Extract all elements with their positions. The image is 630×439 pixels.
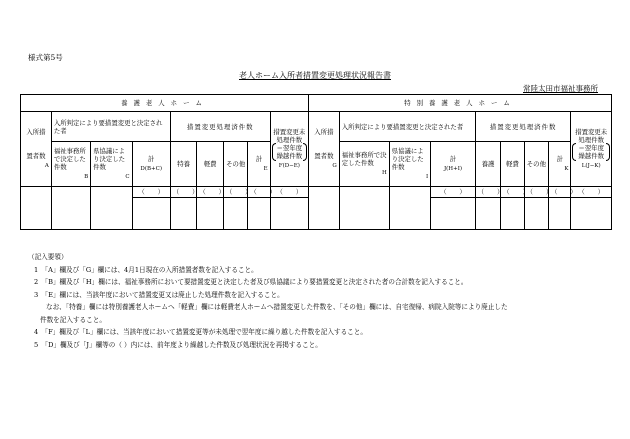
h-header: 福祉事務所で決定した件数 H <box>339 142 389 187</box>
g-header: 入所措 置者数 G <box>308 112 339 187</box>
cell-f-bracket[interactable]: （ ） <box>270 187 308 198</box>
cell-j-bracket[interactable]: （ ） <box>431 187 476 198</box>
cell-d[interactable] <box>132 198 170 230</box>
cell-b[interactable] <box>51 187 90 230</box>
cell-keihi-bracket-right[interactable]: （ ） <box>501 187 524 198</box>
cell-sonota-bracket-left[interactable]: （ ） <box>223 187 247 198</box>
cell-k[interactable] <box>549 198 571 230</box>
instruction-3-note-cont: 件数を記入すること。 <box>40 315 106 324</box>
cell-k-bracket[interactable]: （ ） <box>549 187 571 198</box>
report-table <box>20 94 612 230</box>
d-header: 計 D(B+C) <box>132 142 170 187</box>
cell-a[interactable] <box>21 187 52 230</box>
left-section-header: 養護老人ホーム <box>21 95 309 112</box>
tokuyo-header: 特養 <box>170 142 197 187</box>
yogo-header: 養護 <box>475 142 501 187</box>
c-header: 県協議により決定した件数 C <box>91 142 132 187</box>
f-header: 措置変更未処理件数 ＝翌年度繰越件数 F(D−E) <box>270 112 308 187</box>
form-number: 様式第5号 <box>28 53 63 62</box>
l-header: 措置変更未処理件数 ＝翌年度繰越件数 L(J−K) <box>571 112 612 187</box>
i-header: 県協議により決定した件数 I <box>389 142 430 187</box>
cell-j[interactable] <box>431 198 476 230</box>
instruction-4: 4 「F」欄及び「L」欄には、当該年度において措置変更等が未処理で翌年度に繰り越した件数を記入すること。 <box>34 328 367 336</box>
page-title: 老人ホーム入所者措置変更処理状況報告書 <box>239 71 391 80</box>
cell-keihi-right[interactable] <box>501 198 524 230</box>
instruction-3-note: なお、「特養」欄には特別養護老人ホームへ「軽費」欄には軽費老人ホームへ措置変更した件数を、「その他」欄には、自宅復帰、病院入院等により廃止した <box>46 303 508 311</box>
b-header: 福祉事務所で決定した件数 B <box>51 142 90 187</box>
sonota-header-left: その他 <box>223 142 247 187</box>
office-name: 常陸太田市福祉事務所 <box>523 84 598 93</box>
keihi-header-left: 軽費 <box>197 142 224 187</box>
hantei-header-left: 入所判定により要措置変更と決定された者 <box>51 112 170 142</box>
cell-h[interactable] <box>339 187 389 230</box>
k-header: 計 K <box>549 142 571 187</box>
cell-yogo-bracket[interactable]: （ ） <box>475 187 501 198</box>
cell-keihi-left[interactable] <box>197 198 224 230</box>
cell-e-bracket[interactable]: （ ） <box>248 187 270 198</box>
instruction-1: 1 「A」欄及び「G」欄には、4月1日現在の入所措置者数を記入すること。 <box>34 265 258 274</box>
instruction-2: 2 「B」欄及び「H」欄には、福祉事務所において要措置変更と決定した者及び県協議により要措置変更と決定された者の合計数を記入すること。 <box>34 278 468 286</box>
cell-f[interactable] <box>270 198 308 230</box>
cell-l-bracket[interactable]: （ ） <box>571 187 612 198</box>
sonota-header-right: その他 <box>524 142 548 187</box>
cell-c[interactable] <box>91 187 132 230</box>
cell-d-bracket[interactable]: （ ） <box>132 187 170 198</box>
instructions <box>28 254 508 354</box>
processed-header-left: 措置変更処理済件数 <box>170 112 270 142</box>
j-header: 計 J(H+I) <box>431 142 476 187</box>
hantei-header-right: 入所判定により要措置変更と決定された者 <box>339 112 475 142</box>
e-header: 計 E <box>248 142 270 187</box>
cell-g[interactable] <box>308 187 339 230</box>
instruction-5: 5 「D」欄及び「J」欄等の（ ）内には、前年度より繰越した件数及び処理状況を再掲すること。 <box>34 340 322 349</box>
cell-sonota-bracket-right[interactable]: （ ） <box>524 187 548 198</box>
cell-e[interactable] <box>248 198 270 230</box>
a-header: 入所措 置者数 A <box>21 112 52 187</box>
cell-sonota-right[interactable] <box>524 198 548 230</box>
cell-i[interactable] <box>389 187 430 230</box>
instruction-3: 3 「E」欄には、当該年度において措置変更又は廃止した処理件数を記入すること。 <box>34 290 284 299</box>
cell-tokuyo-bracket[interactable]: （ ） <box>170 187 197 198</box>
processed-header-right: 措置変更処理済件数 <box>475 112 571 142</box>
cell-yogo[interactable] <box>475 198 501 230</box>
cell-l[interactable] <box>571 198 612 230</box>
cell-sonota-left[interactable] <box>223 198 247 230</box>
right-section-header: 特別養護老人ホーム <box>308 95 611 112</box>
cell-tokuyo[interactable] <box>170 198 197 230</box>
instructions-heading: （記入要領） <box>28 253 68 261</box>
keihi-header-right: 軽費 <box>501 142 524 187</box>
cell-keihi-bracket-left[interactable]: （ ） <box>197 187 224 198</box>
